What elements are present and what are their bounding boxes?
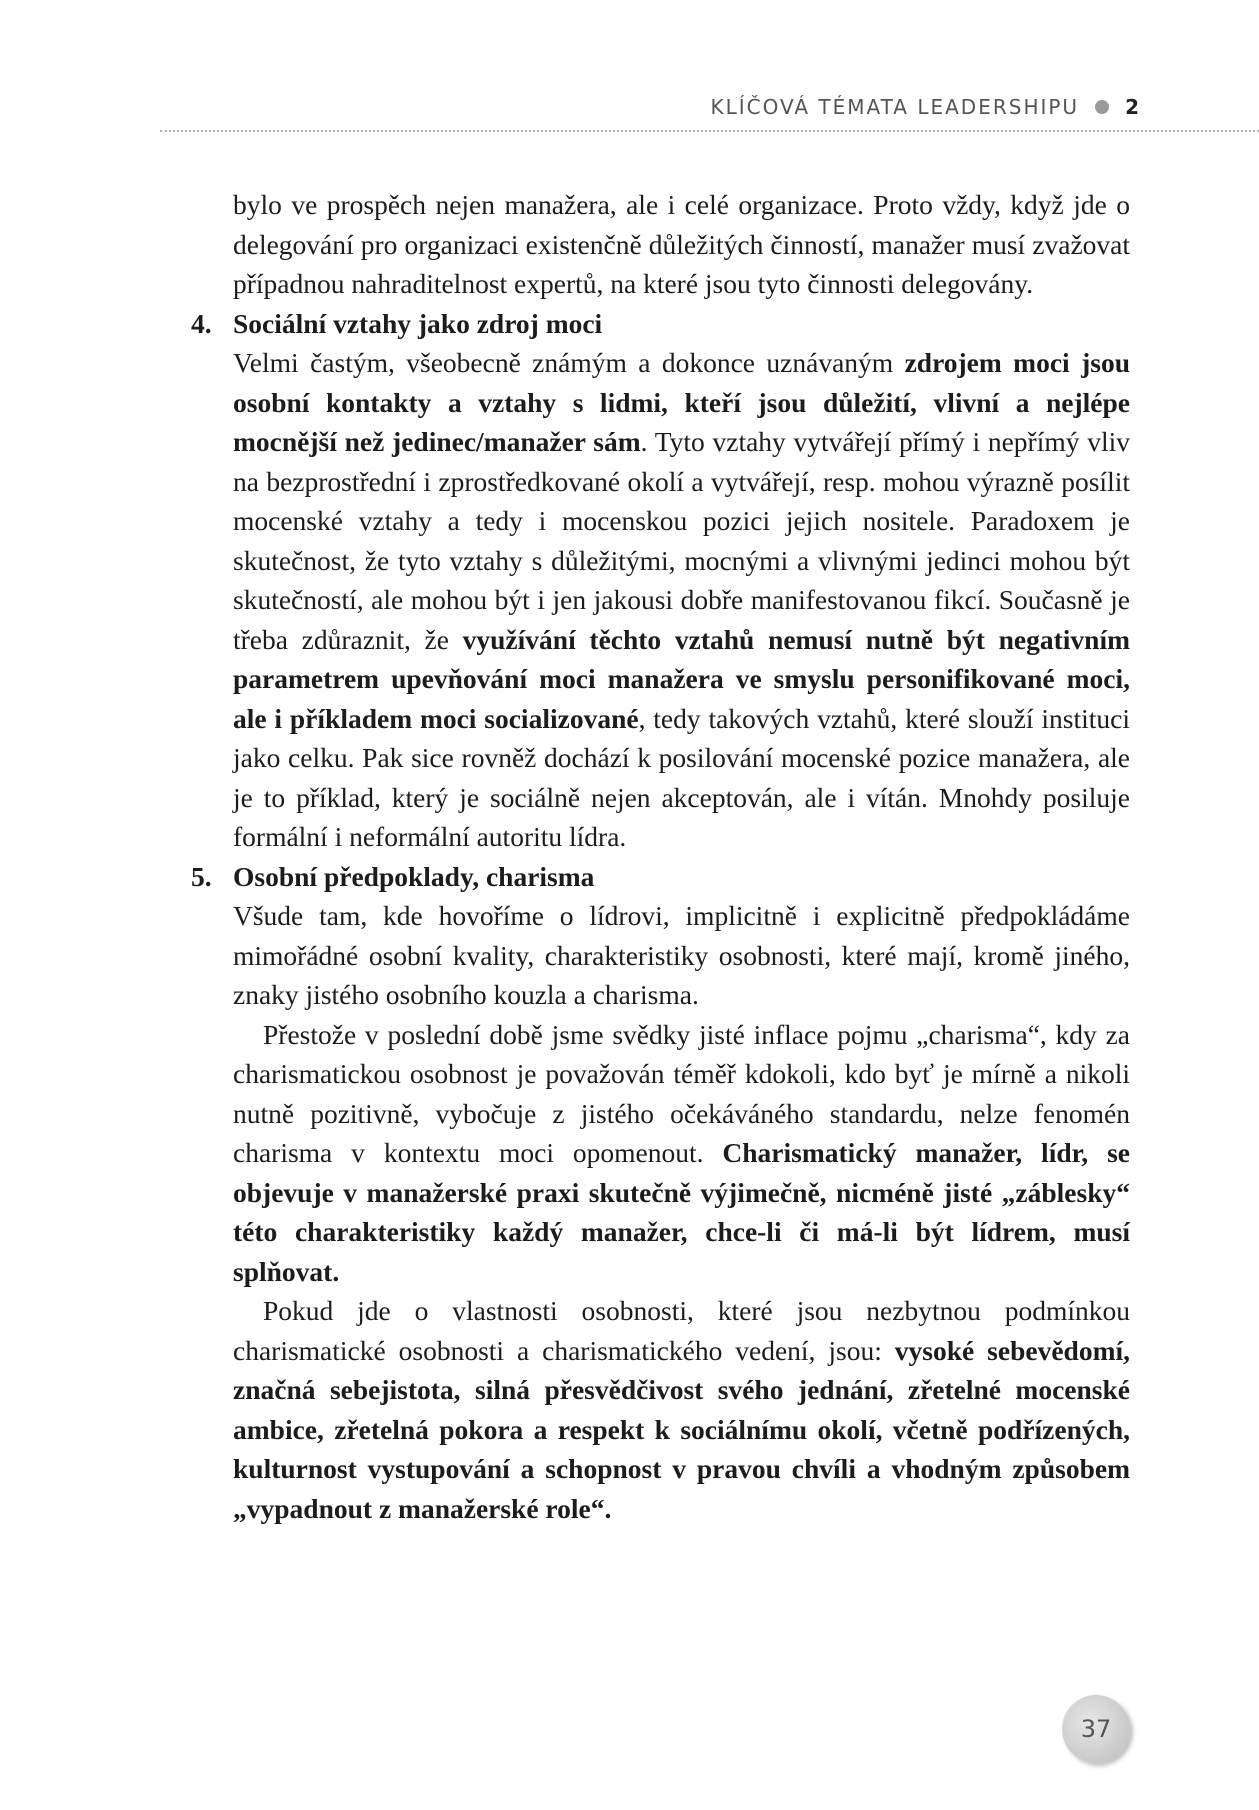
page-body — [191, 185, 1131, 1528]
page-number: 37 — [1080, 1715, 1112, 1743]
item5-text-3a: Pokud jde o vlastnosti osobnosti, které jsou nezbytnou podmínkou charismatické osobnosti a charismatického vedení, jsou: — [233, 1295, 1130, 1366]
list-item-4-number: 4. — [191, 307, 212, 339]
item5-paragraph-1: Všude tam, kde hovoříme o lídrovi, implicitně i explicitně předpokládáme mimořádné osobní kvality, charakteristiky osobnosti, které mají, kromě jiného, znaky jistého osobního kouzla a charisma. — [233, 900, 1130, 1010]
item5-bold-2b: Charismatický manažer, lídr, se objevuje v manažerské praxi skutečně výjimečně, nicméně jisté „záblesky“ této charakteristiky každý manažer, chce-li či má-li být lídrem, musí splňovat. — [233, 1137, 1131, 1287]
chapter-number: 2 — [1125, 95, 1139, 119]
running-header-title: KLÍČOVÁ TÉMATA LEADERSHIPU — [710, 95, 1080, 119]
list-item-5-number: 5. — [191, 860, 212, 892]
item4-bold-1: zdrojem moci jsou osobní kontakty a vztahy s lidmi, kteří jsou důležití, vlivní a nejlépe mocnější než jedinec/manažer sám — [233, 347, 1130, 457]
item4-text-2: . Tyto vztahy vytvářejí přímý i nepřímý vliv na bezprostřední i zprostředkované okolí a vytvářejí, resp. mohou výrazně posílit mocenské vztahy a tedy i mocenskou pozici jejich nositele. Paradoxem je skutečnost, že tyto vztahy s důležitými, mocnými a vlivnými jedinci mohou být skutečností, ale mohou být i jen jakousi dobře manifestovanou fikcí. Současně je třeba zdůraznit, že — [233, 426, 1130, 655]
header-dotted-rule — [160, 130, 1259, 132]
list-item-4-body — [233, 343, 1130, 857]
page-number-badge — [1062, 1695, 1130, 1763]
intro-paragraph: bylo ve prospěch nejen manažera, ale i celé organizace. Proto vždy, když jde o delegování pro organizaci existenčně důležitých činností, manažer musí zvažovat případnou nahraditelnost expertů, na které jsou tyto činnosti delegovány. — [233, 189, 1130, 299]
list-item-4 — [191, 304, 1130, 857]
list-item-5-heading — [191, 857, 1130, 897]
item4-text-1: Velmi častým, všeobecně známým a dokonce uznávaným — [233, 347, 905, 378]
item4-bold-2: využívání těchto vztahů nemusí nutně být negativním parametrem upevňování moci manažera ve smyslu personifikované moci, ale i příkladem moci socializované — [233, 623, 1130, 734]
header-bullet-icon — [1095, 100, 1109, 114]
list-item-5-title: Osobní předpoklady, charisma — [233, 860, 595, 892]
item5-bold-3b: vysoké sebevědomí, značná sebejistota, silná přesvědčivost svého jednání, zřetelné mocenské ambice, zřetelná pokora a respekt k sociálnímu okolí, včetně podřízených, kulturnost vystupování a schopnost v pravou chvíli a vhodným způsobem „vypadnout z manažerské role“. — [233, 1334, 1130, 1524]
running-header — [710, 92, 1139, 122]
item5-paragraph-2 — [233, 1015, 1130, 1292]
list-item-4-heading — [191, 304, 1130, 344]
list-item-5 — [191, 857, 1131, 1529]
item5-text-2a: Přestože v poslední době jsme svědky jisté inflace pojmu „charisma“, kdy za charismatickou osobnost je považován téměř kdokoli, kdo byť je mírně a nikoli nutně pozitivně, vybočuje z jistého očekáváného standardu, nelze fenomén charisma v kontextu moci opomenout. — [233, 1018, 1130, 1168]
list-item-4-title: Sociální vztahy jako zdroj moci — [233, 307, 603, 339]
item5-paragraph-3 — [233, 1291, 1130, 1528]
item4-text-3: , tedy takových vztahů, které slouží instituci jako celku. Pak sice rovněž dochází k posilování mocenské pozice manažera, ale je to příklad, který je sociálně nejen akceptován, ale i vítán. Mnohdy posiluje formální i neformální autoritu lídra. — [233, 702, 1130, 852]
